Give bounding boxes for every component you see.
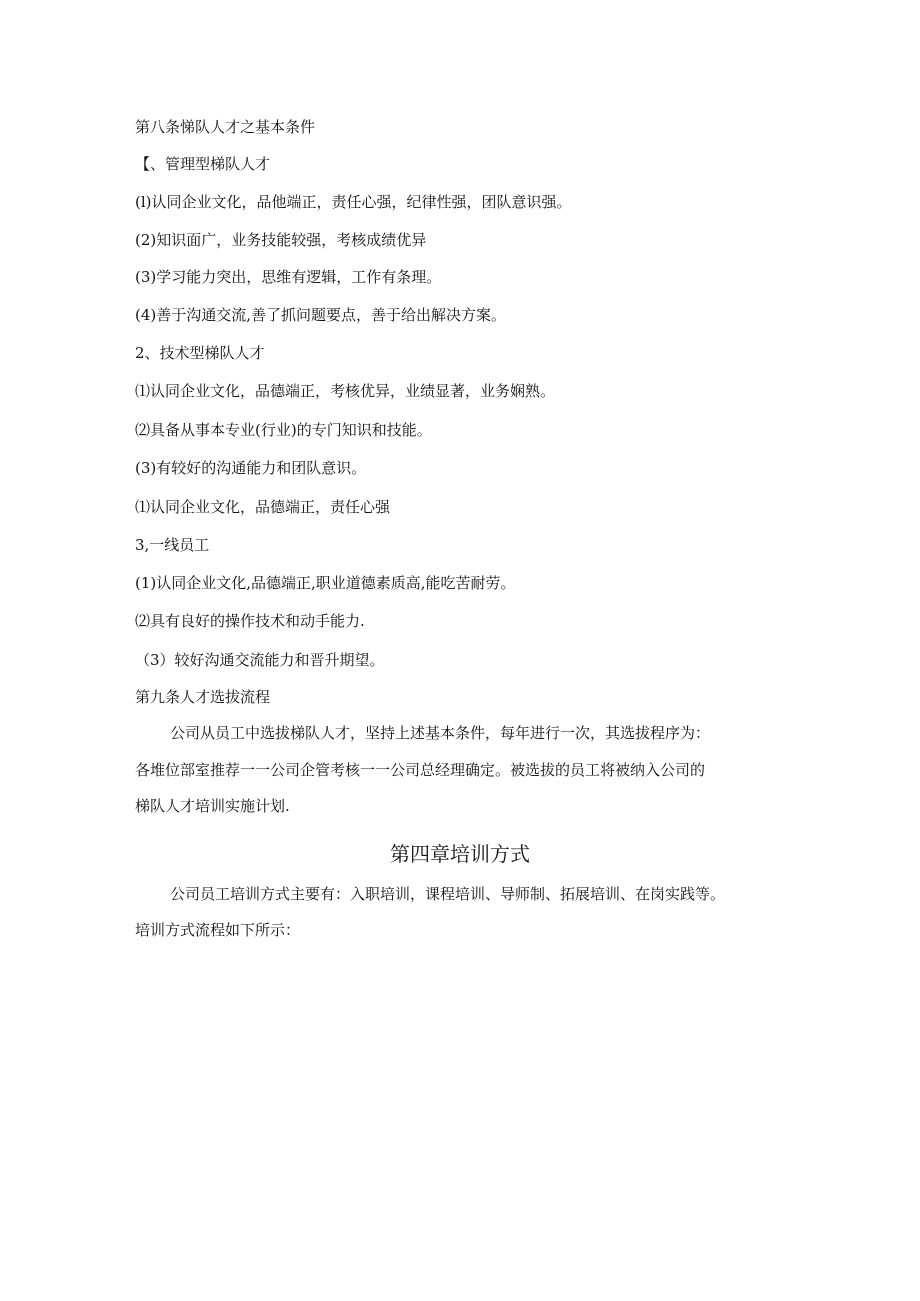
management-item-3: (3)学习能力突出，思维有逻辑，工作有条理。 (135, 268, 442, 286)
article-9-paragraph-line-1: 公司从员工中选拔梯队人才，坚持上述基本条件，每年进行一次，其选拔程序为： (170, 724, 711, 742)
chapter-4-paragraph-line-2: 培训方式流程如下所示： (135, 921, 301, 939)
management-item-4: (4)善于沟通交流,善了抓问题要点，善于给出解决方案。 (135, 306, 507, 324)
technical-item-4: ⑴认同企业文化，品德端正，责任心强 (135, 498, 391, 516)
article-9-paragraph-line-2: 各堆位部室推荐一一公司企管考核一一公司总经理确定。被选拔的员工将被纳入公司的 (135, 761, 706, 779)
frontline-staff-title: 3,一线员工 (135, 536, 210, 554)
technical-talent-title: 2、技术型梯队人才 (135, 344, 265, 362)
management-item-1: (l)认同企业文化，品他端正，责任心强，纪律性强，团队意识强。 (135, 193, 572, 211)
technical-item-1: ⑴认同企业文化，品德端正，考核优异，业绩显著，业务娴熟。 (135, 382, 556, 400)
frontline-item-1: (1)认同企业文化,品德端正,职业道德素质高,能吃苦耐劳。 (135, 574, 516, 592)
article-8-title: 第八条悌队人才之基本条件 (135, 118, 316, 136)
article-9-title: 第九条人才选拔流程 (135, 688, 271, 706)
technical-item-2: ⑵具备从事本专业(行业)的专门知识和技能。 (135, 421, 432, 439)
chapter-4-heading: 第四章培训方式 (390, 842, 530, 866)
management-item-2: (2)知识面广，业务技能较强，考核成绩优异 (135, 231, 427, 249)
management-talent-title: 【、管理型梯队人才 (135, 155, 271, 173)
frontline-item-3: （3）较好沟通交流能力和晋升期望。 (135, 651, 385, 669)
chapter-4-paragraph-line-1: 公司员工培训方式主要有：入职培训，课程培训、导师制、拓展培训、在岗实践等。 (170, 885, 726, 903)
frontline-item-2: ⑵具有良好的操作技术和动手能力. (135, 612, 365, 630)
article-9-paragraph-line-3: 梯队人才培训实施计划. (135, 797, 290, 815)
technical-item-3: (3)有较好的沟通能力和团队意识。 (135, 459, 367, 477)
